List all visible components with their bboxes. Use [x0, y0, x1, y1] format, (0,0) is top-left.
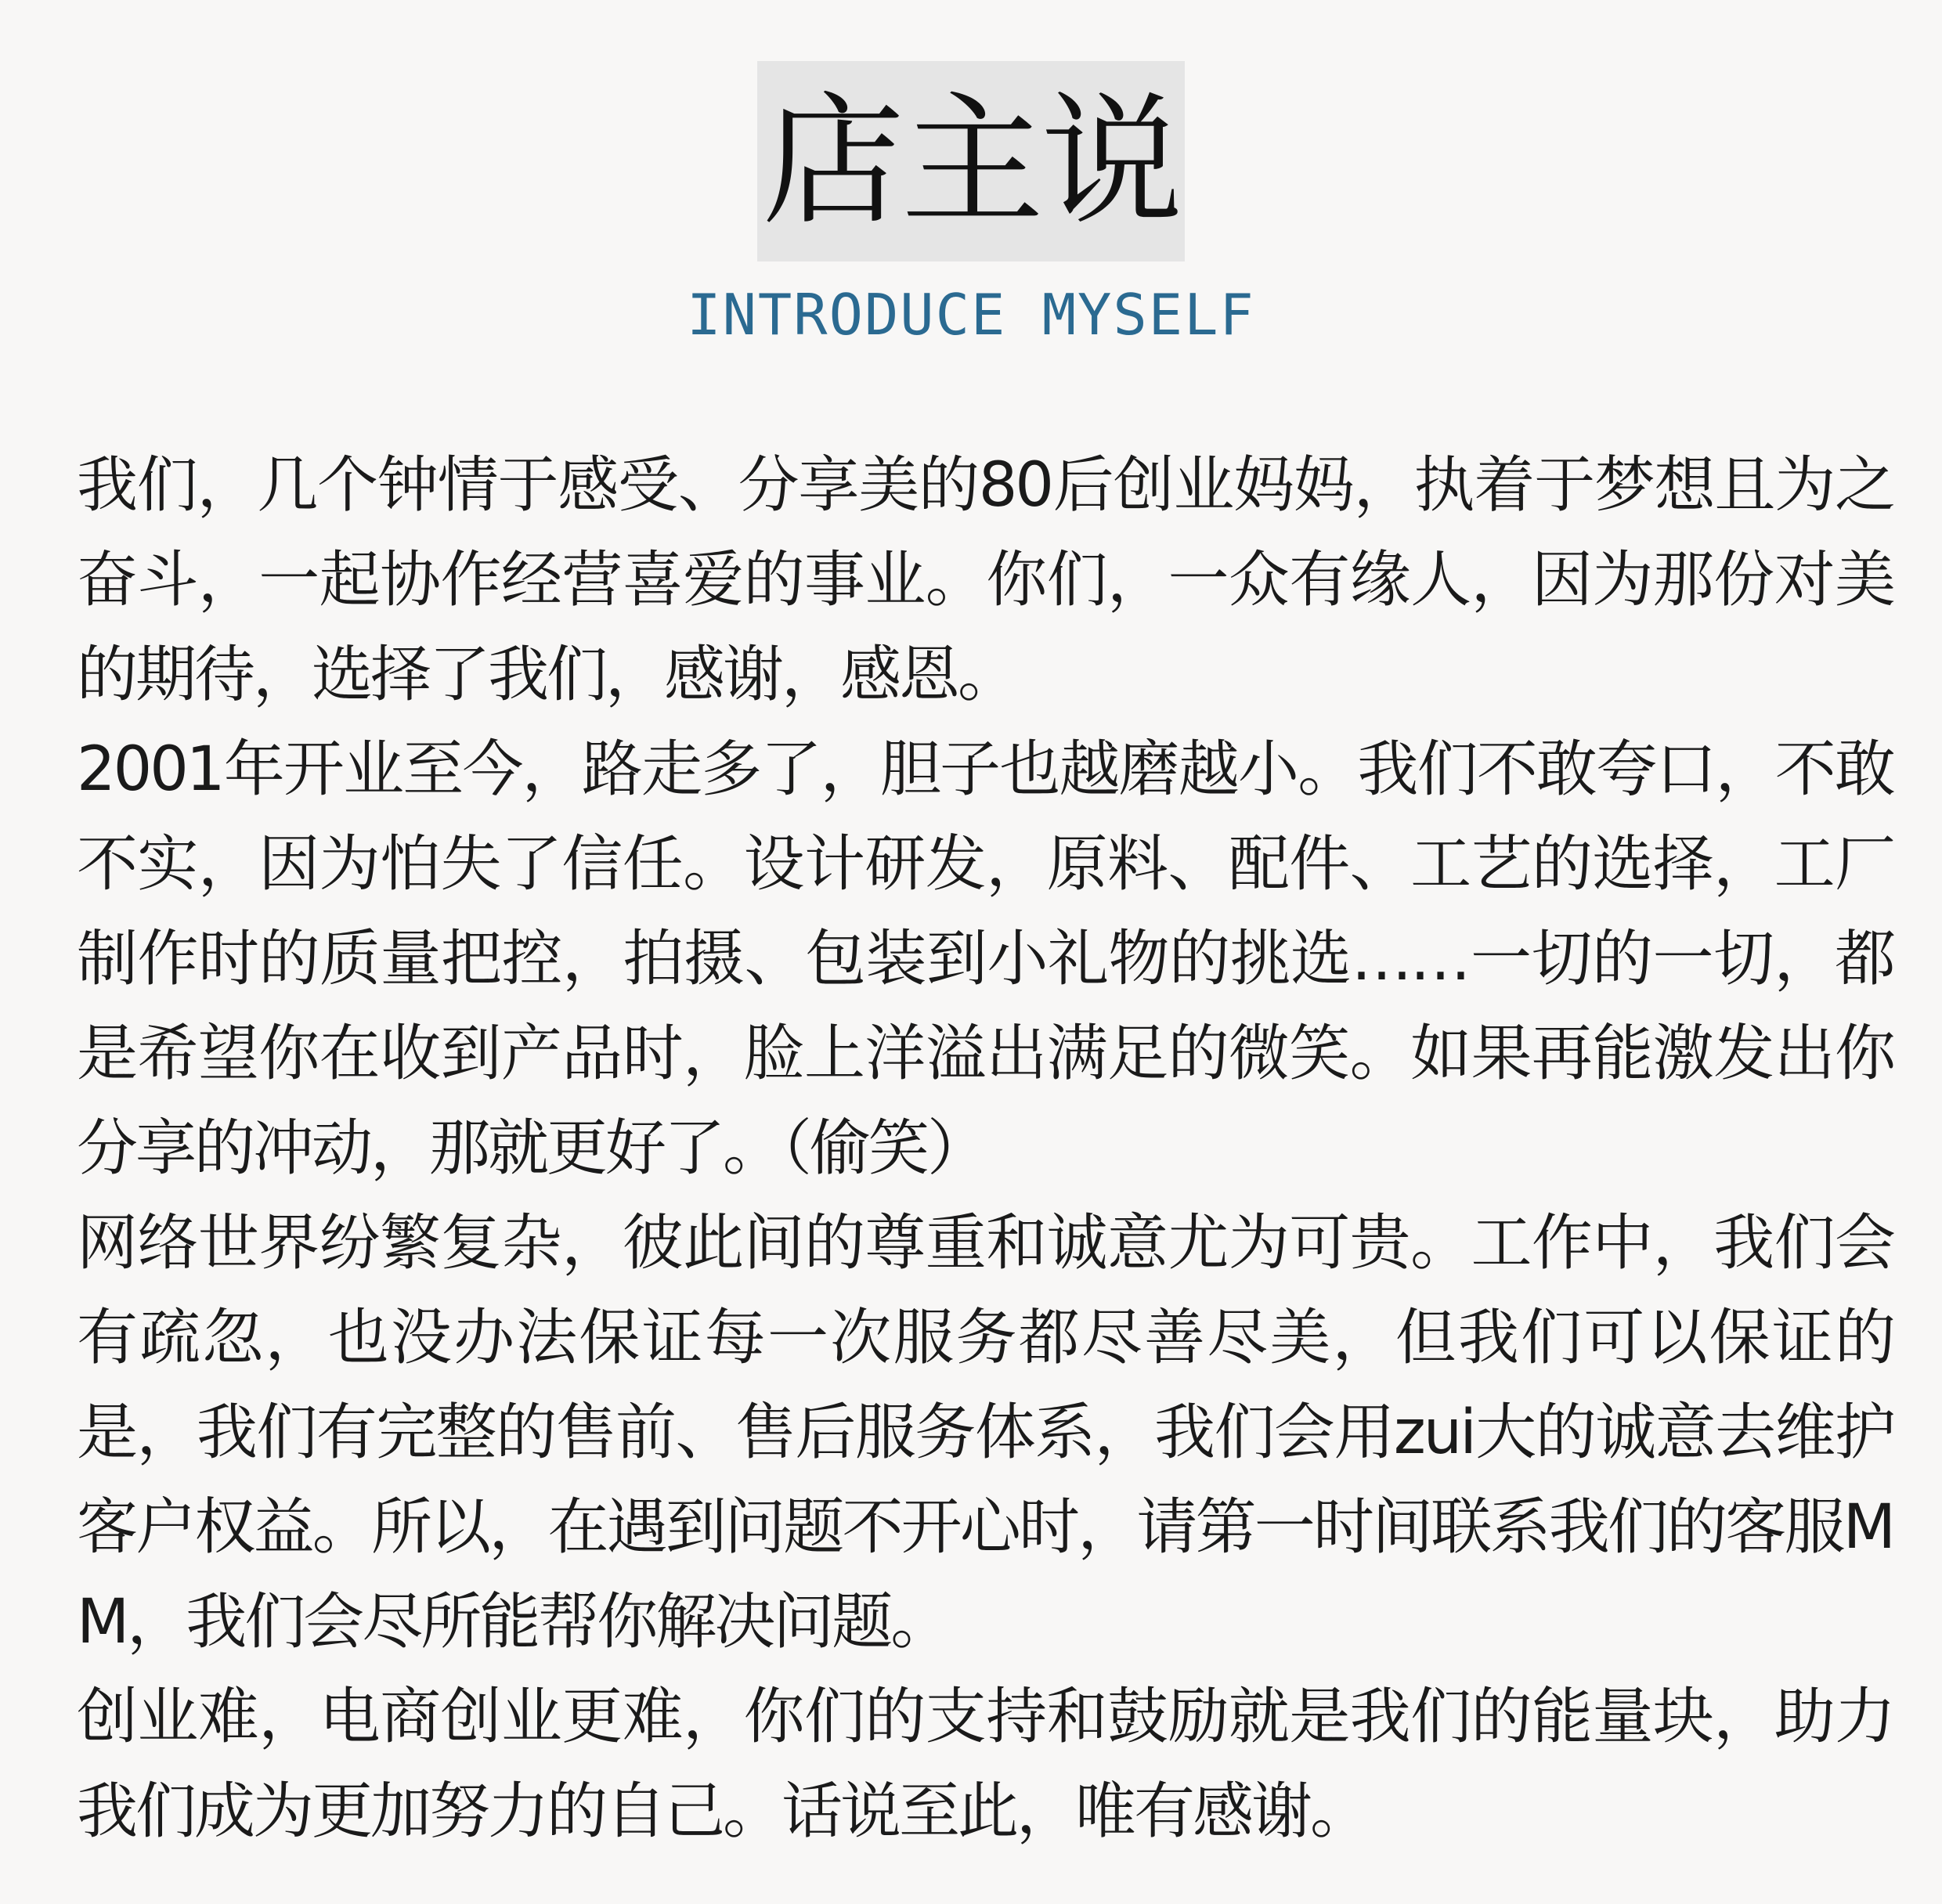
- page-subtitle: INTRODUCE MYSELF: [687, 282, 1255, 348]
- paragraph-history: 2001年开业至今，路走多了，胆子也越磨越小。我们不敢夸口，不敢不实，因为怕失了信任。设计研发，原料、配件、工艺的选择，工厂制作时的质量把控，拍摄、包装到小礼物的挑选……一切的一切，都是希望你在收到产品时，脸上洋溢出满足的微笑。如果再能激发出你分享的冲动，那就更好了。（偷笑）: [77, 734, 1893, 1184]
- header: [0, 61, 1942, 261]
- page-title: 店主说: [757, 61, 1185, 261]
- paragraph-thanks: 创业难，电商创业更难，你们的支持和鼓励就是我们的能量块，助力我们成为更加努力的自己。话说至此，唯有感谢。: [77, 1682, 1893, 1847]
- intro-body: [77, 438, 1893, 1859]
- paragraph-intro: 我们，几个钟情于感受、分享美的80后创业妈妈，执着于梦想且为之奋斗，一起协作经营喜爱的事业。你们，一众有缘人，因为那份对美的期待，选择了我们，感谢，感恩。: [77, 450, 1893, 710]
- paragraph-service: 网络世界纷繁复杂，彼此间的尊重和诚意尤为可贵。工作中，我们会有疏忽，也没办法保证每一次服务都尽善尽美，但我们可以保证的是，我们有完整的售前、售后服务体系，我们会用zui大的诚意去维护客户权益。所以，在遇到问题不开心时，请第一时间联系我们的客服MM，我们会尽所能帮你解决问题。: [77, 1208, 1893, 1657]
